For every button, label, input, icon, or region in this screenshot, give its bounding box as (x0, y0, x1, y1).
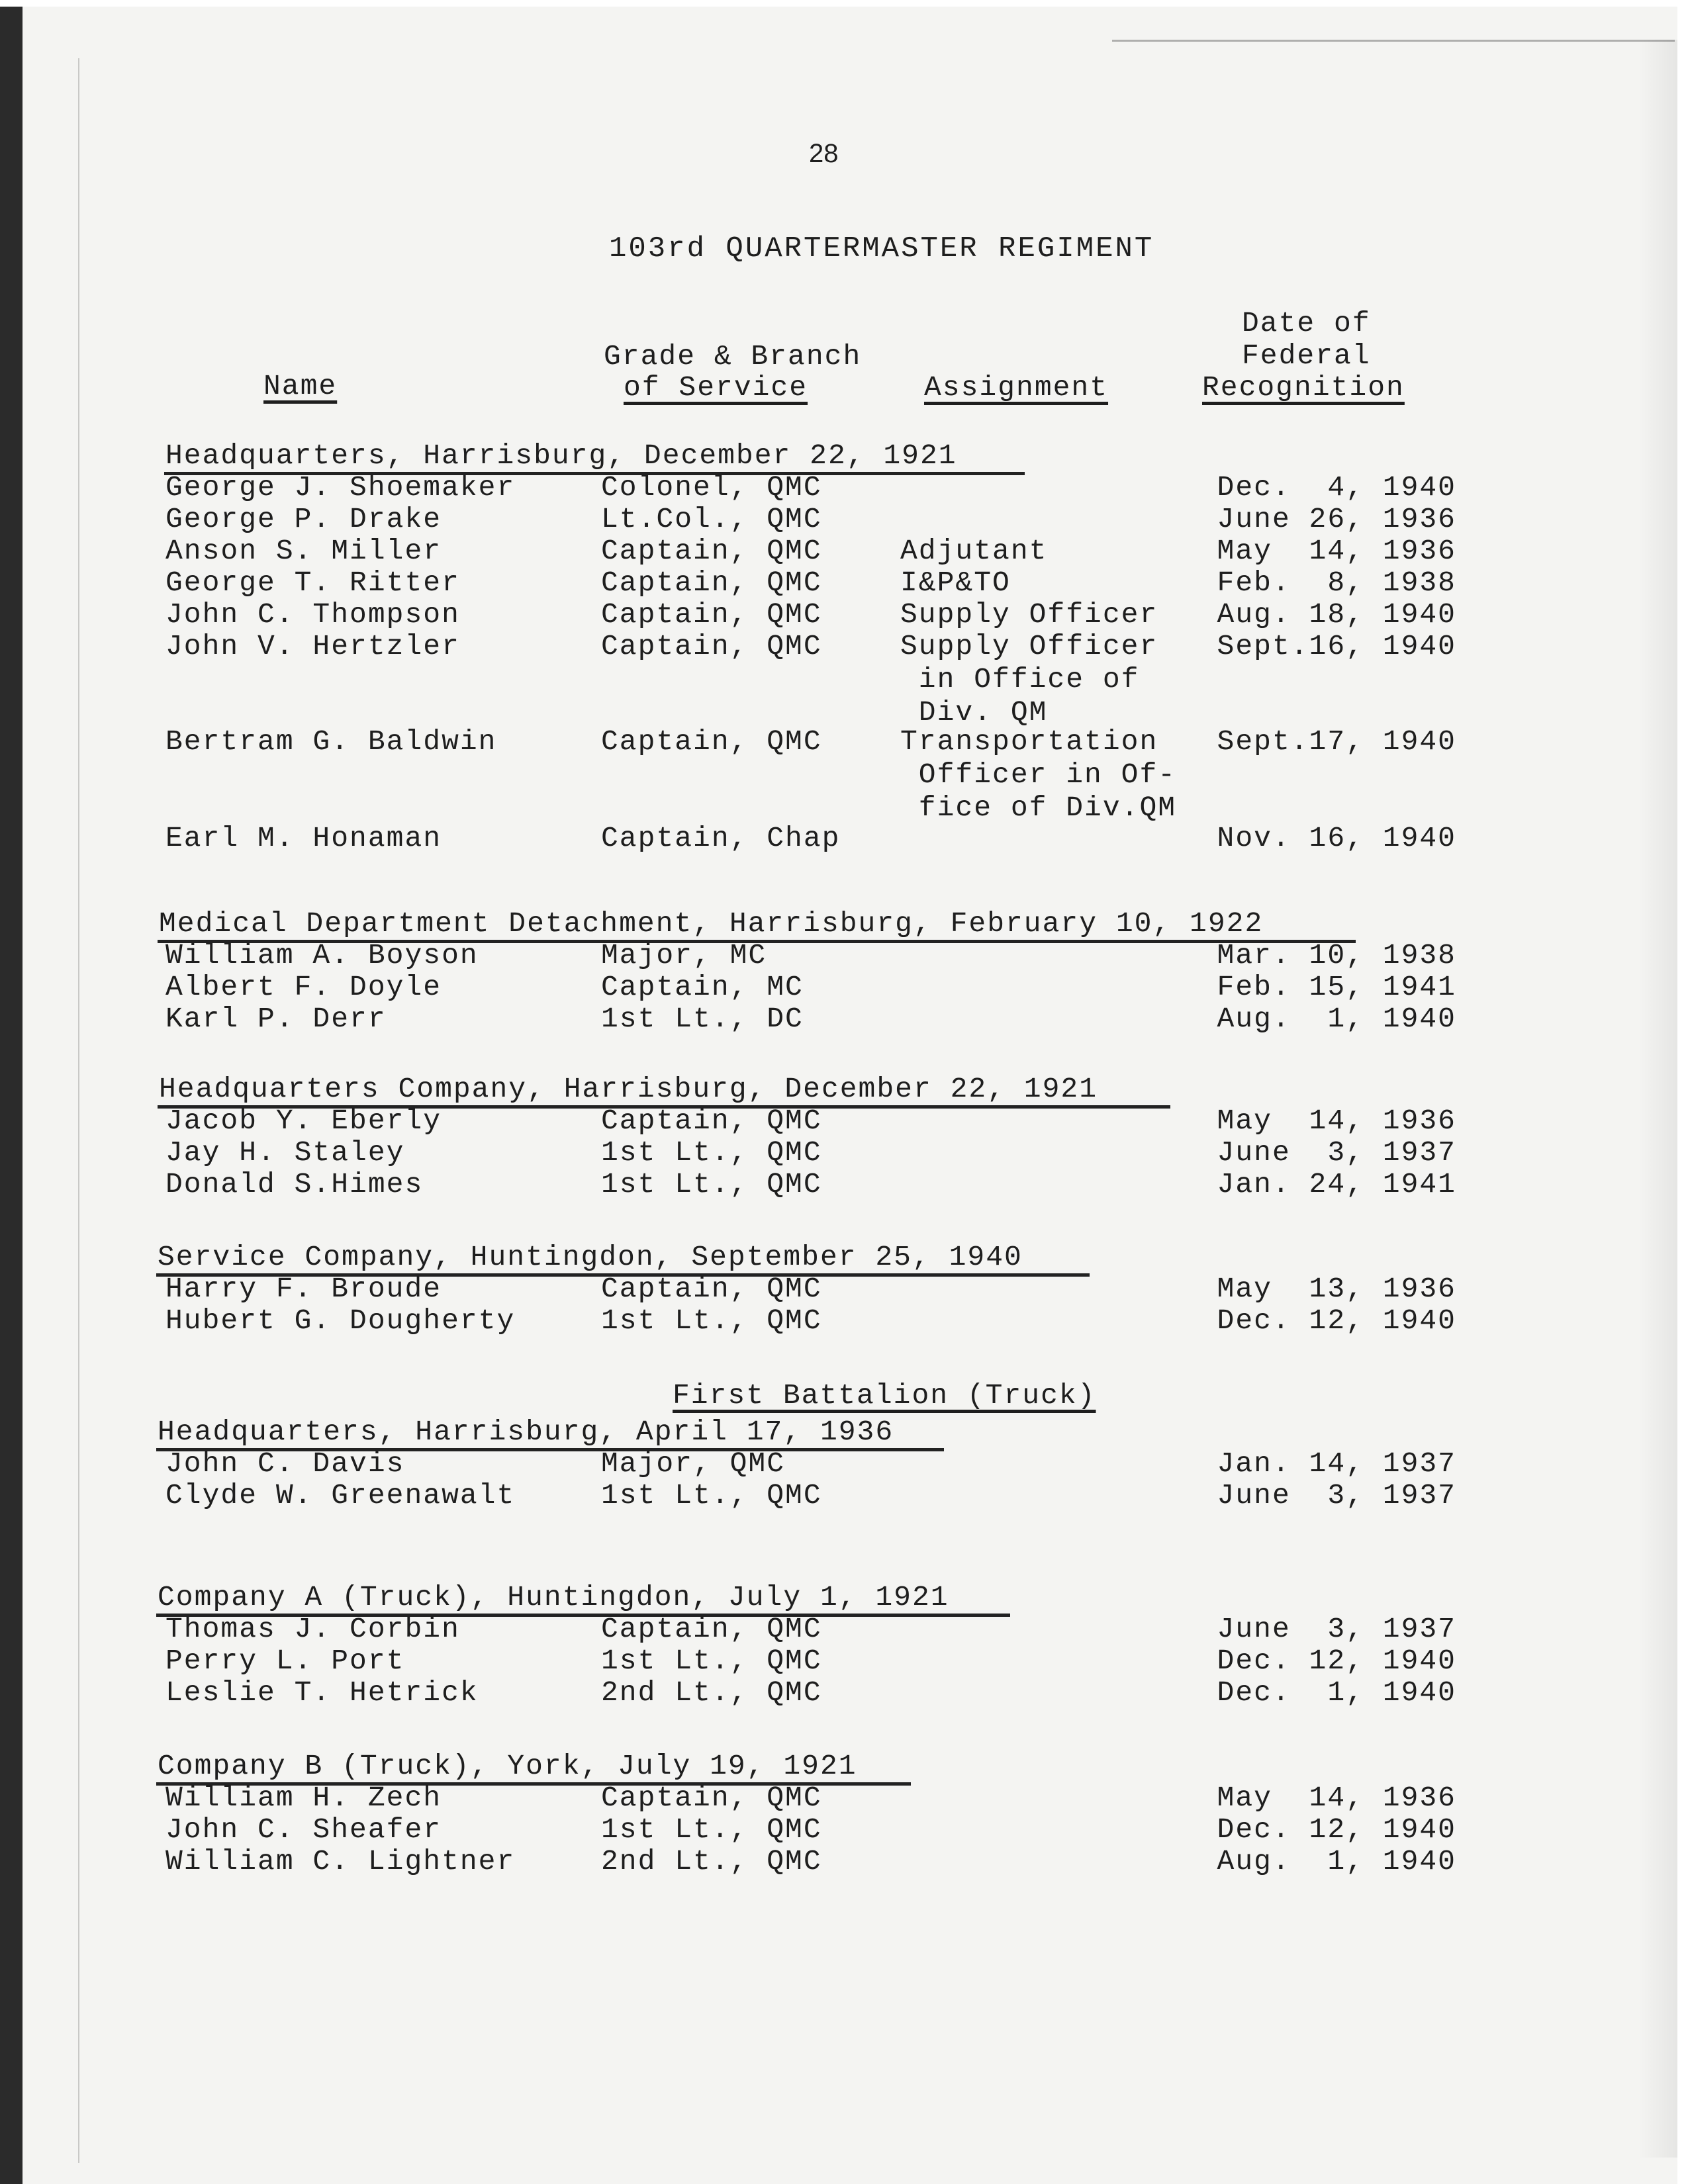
page-number: 28 (809, 139, 839, 168)
paper-fold-line (78, 58, 79, 2163)
officer-name: John V. Hertzler (165, 630, 460, 662)
scan-right-margin (1677, 0, 1688, 2184)
officer-name: George J. Shoemaker (165, 471, 516, 504)
officer-name: John C. Sheafer (165, 1813, 442, 1846)
column-header-date-line2: Federal (1242, 340, 1371, 372)
federal-recognition-date: Aug. 1, 1940 (1217, 1845, 1456, 1878)
officer-name: Albert F. Doyle (165, 971, 442, 1003)
officer-name: George P. Drake (165, 503, 442, 535)
section-heading: Headquarters, Harrisburg, April 17, 1936 (158, 1416, 894, 1448)
officer-assignment: Officer in Of- (900, 758, 1177, 791)
officer-name: Harry F. Broude (165, 1273, 442, 1305)
federal-recognition-date: Aug. 1, 1940 (1217, 1003, 1456, 1035)
officer-name: Leslie T. Hetrick (165, 1676, 479, 1709)
federal-recognition-date: Jan. 14, 1937 (1217, 1447, 1456, 1480)
officer-name: Jay H. Staley (165, 1136, 405, 1169)
officer-grade: Lt.Col., QMC (601, 503, 822, 535)
officer-assignment: in Office of (900, 663, 1140, 696)
officer-name: Bertram G. Baldwin (165, 725, 497, 758)
officer-assignment: Supply Officer (900, 630, 1158, 662)
officer-assignment: I&P&TO (900, 567, 1011, 599)
federal-recognition-date: Nov. 16, 1940 (1217, 822, 1456, 854)
column-header-date-line1: Date of (1242, 307, 1371, 340)
federal-recognition-date: June 3, 1937 (1217, 1479, 1456, 1512)
officer-grade: Captain, QMC (601, 1782, 822, 1814)
paper-top-edge (1112, 40, 1675, 42)
officer-grade: Captain, Chap (601, 822, 841, 854)
officer-grade: 1st Lt., QMC (601, 1304, 822, 1337)
officer-grade: Captain, QMC (601, 1105, 822, 1137)
federal-recognition-date: June 3, 1937 (1217, 1136, 1456, 1169)
page-title: 103rd QUARTERMASTER REGIMENT (609, 232, 1154, 265)
officer-grade: Colonel, QMC (601, 471, 822, 504)
scan-binding-edge (0, 7, 23, 2184)
section-heading: Headquarters Company, Harrisburg, December 22, 1921 (159, 1073, 1098, 1105)
officer-name: Hubert G. Dougherty (165, 1304, 516, 1337)
officer-name: Anson S. Miller (165, 535, 442, 567)
officer-grade: Captain, QMC (601, 598, 822, 631)
officer-grade: Major, MC (601, 939, 767, 972)
federal-recognition-date: Aug. 18, 1940 (1217, 598, 1456, 631)
officer-grade: 2nd Lt., QMC (601, 1845, 822, 1878)
officer-name: Jacob Y. Eberly (165, 1105, 442, 1137)
officer-grade: Captain, QMC (601, 1613, 822, 1645)
officer-name: John C. Davis (165, 1447, 405, 1480)
federal-recognition-date: Jan. 24, 1941 (1217, 1168, 1456, 1201)
officer-grade: Captain, QMC (601, 567, 822, 599)
scan-top-margin (0, 0, 1688, 7)
officer-grade: Captain, QMC (601, 630, 822, 662)
officer-assignment: Div. QM (900, 696, 1048, 729)
federal-recognition-date: May 14, 1936 (1217, 535, 1456, 567)
officer-grade: 1st Lt., QMC (601, 1645, 822, 1677)
officer-grade: 1st Lt., DC (601, 1003, 804, 1035)
officer-grade: 2nd Lt., QMC (601, 1676, 822, 1709)
federal-recognition-date: Sept.17, 1940 (1217, 725, 1456, 758)
officer-assignment: Adjutant (900, 535, 1048, 567)
section-heading: Service Company, Huntingdon, September 25, 1940 (158, 1241, 1023, 1273)
federal-recognition-date: Feb. 15, 1941 (1217, 971, 1456, 1003)
column-header-grade-line1: Grade & Branch (604, 340, 862, 373)
federal-recognition-date: Dec. 4, 1940 (1217, 471, 1456, 504)
section-heading: Company B (Truck), York, July 19, 1921 (158, 1750, 857, 1782)
officer-grade: Major, QMC (601, 1447, 786, 1480)
paper-edge-shadow (1638, 40, 1677, 2158)
federal-recognition-date: May 14, 1936 (1217, 1782, 1456, 1814)
officer-name: Karl P. Derr (165, 1003, 387, 1035)
officer-name: Perry L. Port (165, 1645, 405, 1677)
officer-grade: 1st Lt., QMC (601, 1168, 822, 1201)
officer-grade: Captain, MC (601, 971, 804, 1003)
officer-assignment: Supply Officer (900, 598, 1158, 631)
federal-recognition-date: Dec. 12, 1940 (1217, 1813, 1456, 1846)
officer-assignment: Transportation (900, 725, 1158, 758)
officer-grade: 1st Lt., QMC (601, 1479, 822, 1512)
officer-grade: 1st Lt., QMC (601, 1136, 822, 1169)
section-heading: Medical Department Detachment, Harrisburg, February 10, 1922 (159, 907, 1264, 940)
federal-recognition-date: Sept.16, 1940 (1217, 630, 1456, 662)
federal-recognition-date: May 13, 1936 (1217, 1273, 1456, 1305)
federal-recognition-date: June 26, 1936 (1217, 503, 1456, 535)
officer-name: Clyde W. Greenawalt (165, 1479, 516, 1512)
section-heading: Headquarters, Harrisburg, December 22, 1921 (165, 439, 957, 472)
officer-name: George T. Ritter (165, 567, 460, 599)
officer-grade: Captain, QMC (601, 1273, 822, 1305)
officer-grade: 1st Lt., QMC (601, 1813, 822, 1846)
officer-name: Thomas J. Corbin (165, 1613, 460, 1645)
section-heading: Company A (Truck), Huntingdon, July 1, 1921 (158, 1581, 949, 1614)
column-header-grade-line2: of Service (624, 371, 808, 404)
federal-recognition-date: Feb. 8, 1938 (1217, 567, 1456, 599)
column-header-date-line3: Recognition (1202, 371, 1405, 404)
officer-name: Donald S.Himes (165, 1168, 424, 1201)
federal-recognition-date: May 14, 1936 (1217, 1105, 1456, 1137)
officer-grade: Captain, QMC (601, 725, 822, 758)
group-heading: First Battalion (Truck) (673, 1379, 1096, 1412)
officer-name: John C. Thompson (165, 598, 460, 631)
federal-recognition-date: Dec. 1, 1940 (1217, 1676, 1456, 1709)
federal-recognition-date: Dec. 12, 1940 (1217, 1304, 1456, 1337)
officer-name: Earl M. Honaman (165, 822, 442, 854)
officer-name: William C. Lightner (165, 1845, 516, 1878)
officer-name: William H. Zech (165, 1782, 442, 1814)
officer-assignment: fice of Div.QM (900, 792, 1177, 824)
officer-name: William A. Boyson (165, 939, 479, 972)
officer-grade: Captain, QMC (601, 535, 822, 567)
federal-recognition-date: June 3, 1937 (1217, 1613, 1456, 1645)
federal-recognition-date: Mar. 10, 1938 (1217, 939, 1456, 972)
federal-recognition-date: Dec. 12, 1940 (1217, 1645, 1456, 1677)
column-header-name: Name (263, 370, 338, 402)
column-header-assignment: Assignment (924, 371, 1109, 404)
